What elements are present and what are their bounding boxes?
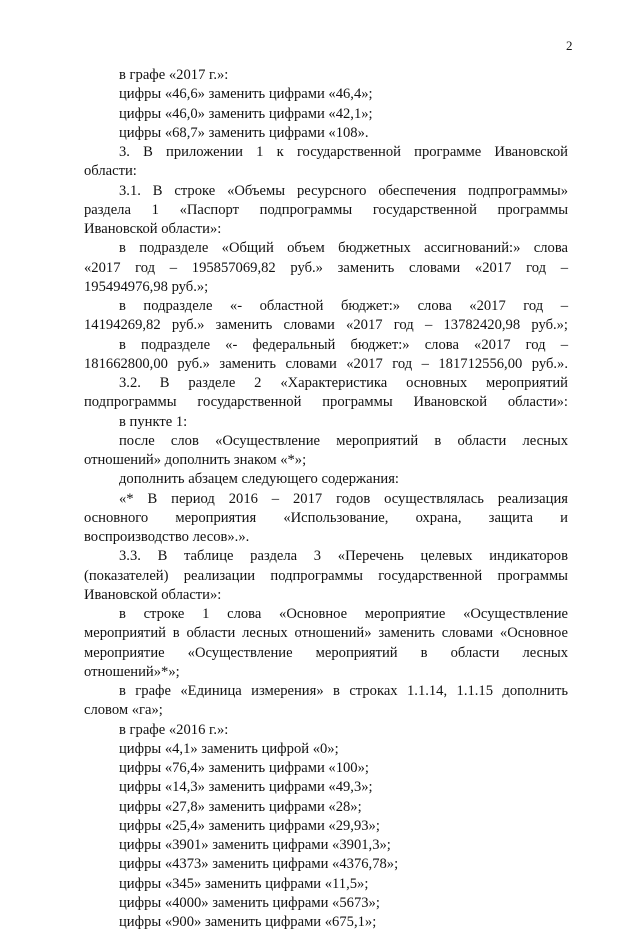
text-line: 14194269,82 руб.» заменить словами «2017 год – 13782420,98 руб.»; — [84, 317, 568, 334]
text-line: 3.3. В таблице раздела 3 «Перечень целевых индикаторов — [119, 548, 568, 565]
text-line: Ивановской области»: — [84, 221, 222, 237]
text-line: «* В период 2016 – 2017 годов осуществлялась реализация — [119, 490, 568, 507]
text-line: цифры «4,1» заменить цифрой «0»; — [119, 740, 339, 757]
text-line: Ивановской области»: — [84, 586, 222, 603]
page-number: 2 — [566, 38, 573, 53]
text-line: словом «га»; — [84, 702, 163, 719]
text-line: в графе «Единица измерения» в строках 1.1.14, 1.1.15 дополнить — [119, 683, 568, 699]
text-line: в пункте 1: — [119, 413, 188, 430]
text-line: в подразделе «- областной бюджет:» слова «2017 год – — [119, 298, 568, 314]
text-line: после слов «Осуществление мероприятий в области лесных — [119, 432, 568, 449]
text-line: области: — [84, 163, 137, 180]
text-line: цифры «46,0» заменить цифрами «42,1»; — [119, 105, 373, 122]
text-line: в подразделе «- федеральный бюджет:» слова «2017 год – — [119, 336, 568, 353]
text-line: мероприятие «Осуществление мероприятий в области лесных — [84, 644, 568, 661]
text-line: 3.1. В строке «Объемы ресурсного обеспечения подпрограммы» — [119, 182, 568, 199]
document-body — [84, 66, 568, 932]
text-line: подпрограммы государственной программы Ивановской области»: — [84, 394, 568, 411]
text-line: цифры «3901» заменить цифрами «3901,3»; — [119, 837, 391, 853]
text-line: отношений»*»; — [84, 663, 180, 680]
text-line: цифры «345» заменить цифрами «11,5»; — [119, 875, 369, 892]
text-line: раздела 1 «Паспорт подпрограммы государственной программы — [84, 201, 568, 218]
text-line: 195494976,98 руб.»; — [84, 278, 209, 295]
text-line: мероприятий в области лесных отношений» заменить словами «Основное — [84, 625, 568, 642]
text-line: в графе «2016 г.»: — [119, 721, 229, 738]
text-line: дополнить абзацем следующего содержания: — [119, 471, 399, 488]
text-line: цифры «68,7» заменить цифрами «108». — [119, 124, 369, 141]
text-line: «2017 год – 195857069,82 руб.» заменить словами «2017 год – — [84, 259, 568, 276]
text-line: цифры «14,3» заменить цифрами «49,3»; — [119, 779, 373, 796]
text-line: цифры «27,8» заменить цифрами «28»; — [119, 798, 362, 815]
text-line: цифры «900» заменить цифрами «675,1»; — [119, 914, 377, 930]
text-line: в графе «2017 г.»: — [119, 67, 229, 83]
text-line: в строке 1 слова «Основное мероприятие «Осуществление — [119, 606, 568, 622]
text-line: цифры «76,4» заменить цифрами «100»; — [119, 760, 369, 776]
text-line: цифры «4000» заменить цифрами «5673»; — [119, 894, 380, 911]
text-line: 3. В приложении 1 к государственной программе Ивановской — [119, 144, 568, 160]
text-line: 3.2. В разделе 2 «Характеристика основных мероприятий — [119, 375, 568, 391]
text-line: основного мероприятия «Использование, охрана, защита и — [84, 509, 568, 526]
text-line: цифры «46,6» заменить цифрами «46,4»; — [119, 86, 373, 103]
text-line: цифры «4373» заменить цифрами «4376,78»; — [119, 856, 399, 873]
text-line: в подразделе «Общий объем бюджетных ассигнований:» слова — [119, 240, 568, 257]
text-line: отношений» дополнить знаком «*»; — [84, 452, 307, 468]
text-line: воспроизводство лесов».». — [84, 529, 250, 545]
text-line: (показателей) реализации подпрограммы государственной программы — [84, 567, 568, 584]
text-line: цифры «25,4» заменить цифрами «29,93»; — [119, 817, 380, 834]
text-line: 181662800,00 руб.» заменить словами «2017 год – 181712556,00 руб.». — [84, 355, 568, 372]
